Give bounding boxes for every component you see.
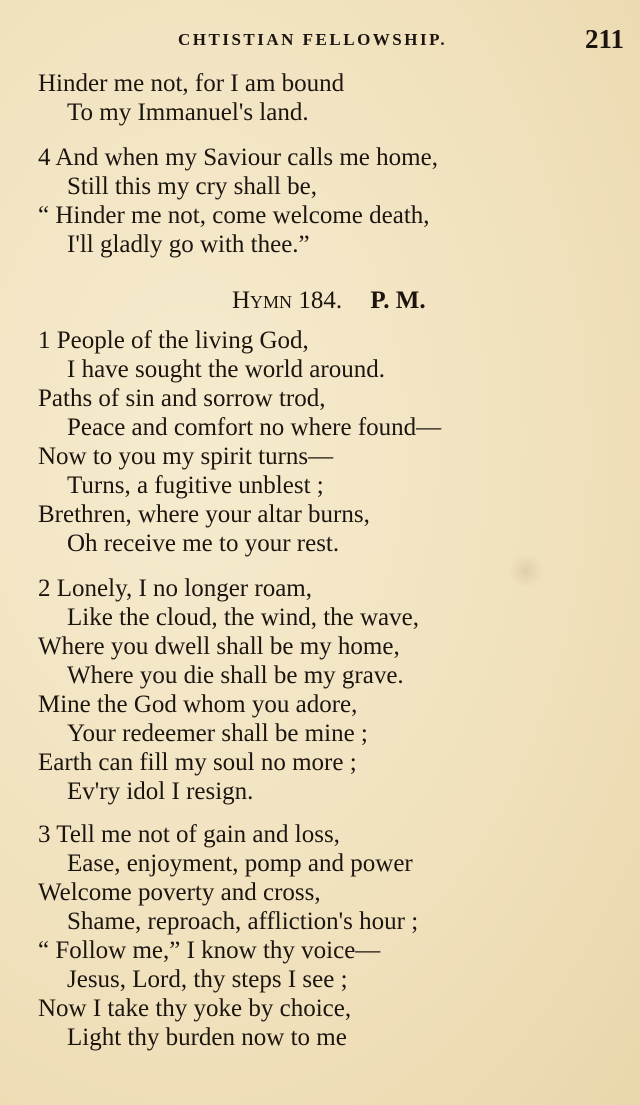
verse-line: 1 People of the living God, [38, 327, 309, 354]
verse-line: Brethren, where your altar burns, [38, 501, 370, 528]
verse-line: I'll gladly go with thee.” [67, 231, 310, 258]
verse-line: 3 Tell me not of gain and loss, [38, 821, 340, 848]
verse-line: Like the cloud, the wind, the wave, [67, 604, 419, 631]
verse-line: Ease, enjoyment, pomp and power [67, 850, 413, 877]
verse-line: Jesus, Lord, thy steps I see ; [67, 966, 348, 993]
verse-line: Light thy burden now to me [67, 1024, 347, 1051]
running-header: CHTISTIAN FELLOWSHIP. [178, 30, 448, 49]
hymn-heading-word: Hymn [232, 287, 293, 314]
hymn-number: 184. [298, 287, 343, 314]
verse-line: I have sought the world around. [67, 356, 385, 383]
verse-line: Paths of sin and sorrow trod, [38, 385, 326, 412]
verse-line: “ Follow me,” I know thy voice— [38, 937, 381, 964]
verse-line: Oh receive me to your rest. [67, 530, 340, 557]
verse-line: 4 And when my Saviour calls me home, [38, 144, 438, 171]
hymn-meter: P. M. [370, 287, 426, 314]
verse-line: 2 Lonely, I no longer roam, [38, 575, 312, 602]
verse-line: Still this my cry shall be, [67, 173, 317, 200]
verse-line: Now I take thy yoke by choice, [38, 995, 352, 1022]
hymn-heading [232, 287, 426, 315]
paper-stain [506, 556, 546, 586]
verse-line: Welcome poverty and cross, [38, 879, 321, 906]
verse-line: Mine the God whom you adore, [38, 691, 358, 718]
verse-line: Where you dwell shall be my home, [38, 633, 400, 660]
verse-line: “ Hinder me not, come welcome death, [38, 202, 430, 229]
verse-line: Peace and comfort no where found— [67, 414, 442, 441]
verse-line: Turns, a fugitive unblest ; [67, 472, 324, 499]
verse-line: Ev'ry idol I resign. [67, 778, 254, 805]
verse-line: Your redeemer shall be mine ; [67, 720, 368, 747]
verse-line: Where you die shall be my grave. [67, 662, 404, 689]
verse-line: Now to you my spirit turns— [38, 443, 334, 470]
verse-line: Earth can fill my soul no more ; [38, 749, 357, 776]
verse-line: Shame, reproach, affliction's hour ; [67, 908, 419, 935]
verse-line: Hinder me not, for I am bound [38, 70, 345, 97]
page-number: 211 [584, 24, 624, 54]
verse-line: To my Immanuel's land. [67, 99, 309, 126]
